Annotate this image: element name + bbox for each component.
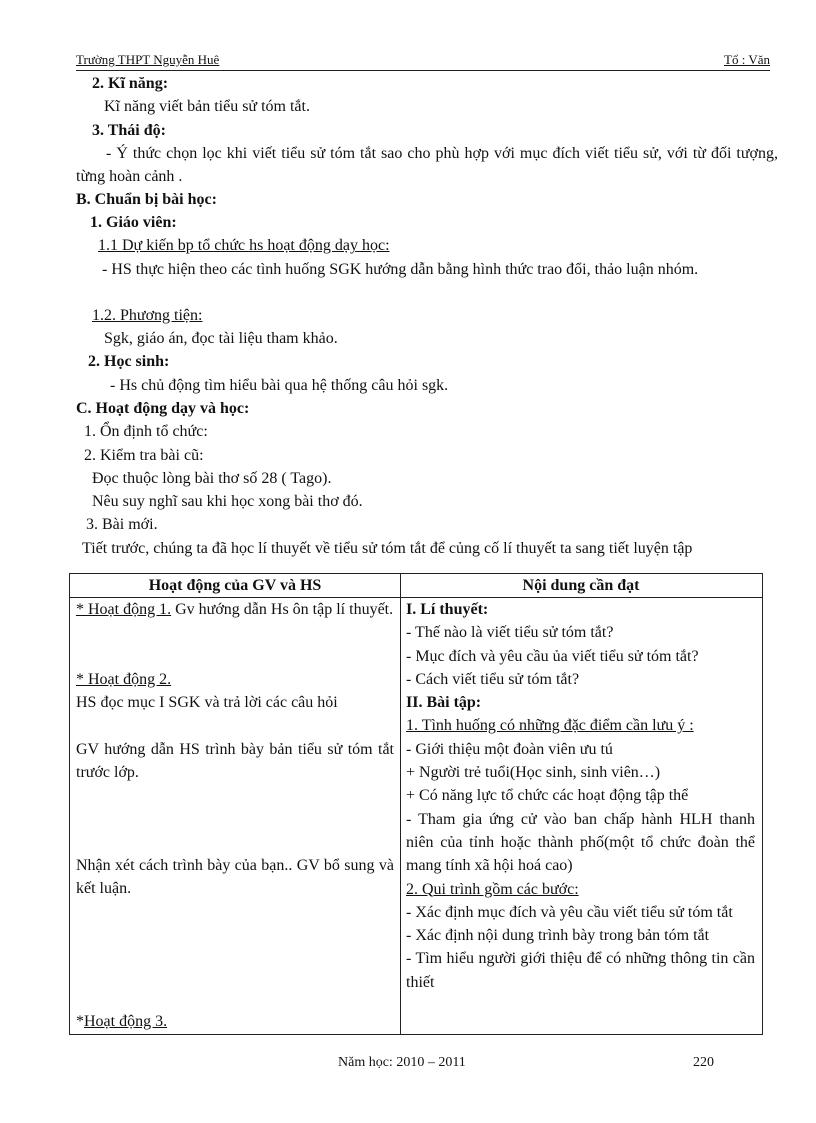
step-1: 1. Ổn định tổ chức: <box>84 423 208 441</box>
activity-1-label: * Hoạt động 1. <box>76 601 172 618</box>
step-2-item-1: Đọc thuộc lòng bài thơ số 28 ( Tago). <box>92 469 332 487</box>
means-text: Sgk, giáo án, đọc tài liệu tham khảo. <box>104 330 338 348</box>
review-conclusion: Nhận xét cách trình bày của bạn.. GV bổ sung và kết luận. <box>76 857 394 898</box>
situation-item-2: + Người trẻ tuổi(Học sinh, sinh viên…) <box>406 764 661 782</box>
exercise-heading: II. Bài tập: <box>406 694 482 712</box>
means-heading: 1.2. Phương tiện: <box>92 306 203 324</box>
attitude-text: - Ý thức chọn lọc khi viết tiểu sử tóm tắt sao cho phù hợp với mục đích viết tiểu sử, với từ đối tượng, từng hoàn cảnh . <box>76 144 778 186</box>
teacher-guidance: GV hướng dẫn HS trình bày bản tiểu sử tóm tắt trước lớp. <box>76 741 394 782</box>
activity-2-label: * Hoạt động 2. <box>76 671 172 688</box>
page-number: 220 <box>693 1055 714 1070</box>
activity-3-label: Hoạt động 3. <box>84 1013 168 1030</box>
school-year: Năm học: 2010 – 2011 <box>338 1055 466 1070</box>
school-name: Trường THPT Nguyễn Huê <box>76 52 220 67</box>
table-body <box>70 598 762 1034</box>
theory-question-2: - Mục đích và yêu cầu ủa viết tiểu sử tóm tắt? <box>406 647 699 665</box>
header-activities: Hoạt động của GV và HS <box>70 574 401 597</box>
procedure-step-2: - Xác định nội dung trình bày trong bản tóm tắt <box>406 927 710 945</box>
activity-1-text: Gv hướng dẫn Hs ôn tập lí thuyết. <box>171 601 394 618</box>
section-b-heading: B. Chuẩn bị bài học: <box>76 190 217 208</box>
step-3: 3. Bài mới. <box>86 516 158 534</box>
skills-text: Kĩ năng viết bản tiểu sử tóm tắt. <box>104 98 310 116</box>
header-content: Nội dung cần đạt <box>522 576 640 594</box>
skills-heading: 2. Kĩ năng: <box>92 75 169 92</box>
column-divider <box>400 598 401 1034</box>
section-c-heading: C. Hoạt động dạy và học: <box>76 399 250 417</box>
procedure-step-3: - Tìm hiểu người giới thiệu để có những thông tin cần thiết <box>406 950 755 991</box>
situation-item-1: - Giới thiệu một đoàn viên ưu tú <box>406 740 613 758</box>
theory-block <box>406 598 755 994</box>
department-name: Tổ : Văn <box>724 52 770 67</box>
theory-question-3: - Cách viết tiểu sử tóm tắt? <box>406 670 580 688</box>
teacher-heading: 1. Giáo viên: <box>90 214 177 232</box>
student-heading: 2. Học sinh: <box>88 353 170 371</box>
step-2-item-2: Nêu suy nghĩ sau khi học xong bài thơ đó. <box>92 493 363 511</box>
situation-item-3: + Có năng lực tổ chức các hoạt động tập thể <box>406 787 689 805</box>
theory-question-1: - Thế nào là viết tiểu sử tóm tắt? <box>406 624 614 642</box>
activity-1 <box>76 598 394 621</box>
attitude-heading: 3. Thái độ: <box>92 121 166 139</box>
lesson-intro: Tiết trước, chúng ta đã học lí thuyết về tiểu sử tóm tắt để củng cố lí thuyết ta sang tiết luyện tập <box>82 539 693 557</box>
document-body <box>76 72 778 560</box>
situation-item-4: - Tham gia ứng cử vào ban chấp hành HLH thanh niên của tỉnh hoặc thành phố(một tổ chức đoàn thể mang tính xã hội hoá cao) <box>406 810 755 875</box>
activity-2-label-line <box>76 668 394 691</box>
page-header <box>76 52 770 71</box>
procedure-heading: 2. Qui trình gồm các bước: <box>406 880 579 898</box>
activity-table <box>69 573 763 1035</box>
organization-text: - HS thực hiện theo các tình huống SGK hướng dẫn bằng hình thức trao đổi, thảo luận nhóm. <box>102 260 699 278</box>
student-text: - Hs chủ động tìm hiểu bài qua hệ thống câu hỏi sgk. <box>110 376 449 394</box>
activity-2-text: HS đọc mục I SGK và trả lời các câu hỏi <box>76 694 338 711</box>
activity-3-line: *Hoạt động 3. <box>76 1013 168 1030</box>
step-2: 2. Kiểm tra bài cũ: <box>84 446 204 464</box>
theory-heading: I. Lí thuyết: <box>406 601 489 618</box>
situation-heading: 1. Tình huống có những đặc điểm cần lưu ý : <box>406 717 694 735</box>
organization-heading: 1.1 Dự kiến bp tổ chức hs hoạt động dạy học: <box>98 237 390 255</box>
table-header-row <box>70 574 762 598</box>
procedure-step-1: - Xác định mục đích và yêu cầu viết tiểu sử tóm tắt <box>406 903 733 921</box>
